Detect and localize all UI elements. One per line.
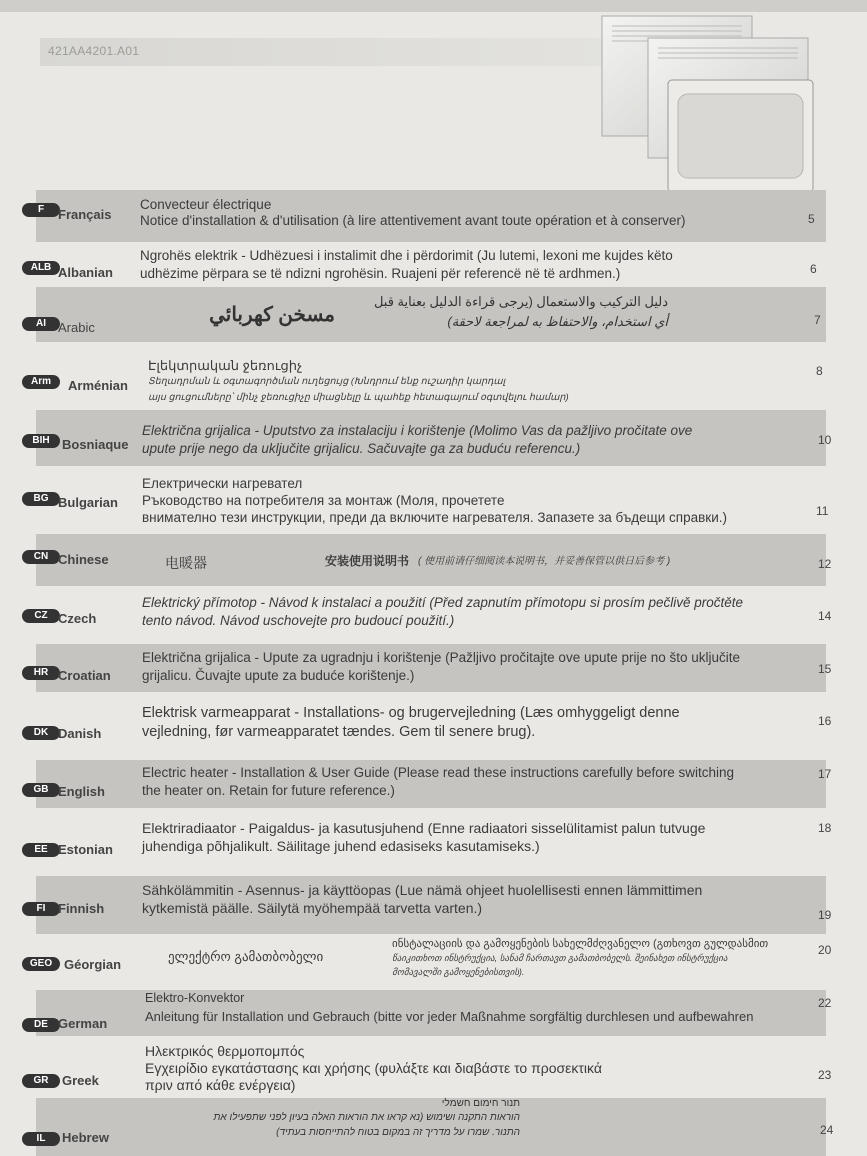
page-number: 11 [816, 504, 829, 518]
badge-fi: FI [22, 902, 60, 916]
entry-ar-line-1: دليل التركيب والاستعمال (يرجى قراءة الدليل بعناية قبل [373, 294, 668, 309]
entry-gb-line-1: Electric heater - Installation & User Guide (Please read these instructions carefully before switching [142, 765, 735, 780]
page-number: 16 [818, 714, 832, 728]
entry-fi-line-2: kytkemistä päälle. Säilytä myöhempää tarvetta varten.) [142, 900, 483, 916]
page-number: 14 [818, 609, 832, 623]
badge-hr: HR [22, 666, 60, 680]
badge-ee: EE [22, 843, 60, 857]
entry-geo-line-2: წაიკითხოთ ინსტრუქცია, სანამ ჩართავთ გამათბობელს. შეინახეთ ინსტრუქცია [392, 953, 728, 963]
badge-alb: ALB [22, 261, 60, 275]
badge-bih: BIH [22, 434, 60, 448]
entry-arm-line-3: այս ցուցումները՝ մինչ ջեռուցիչը միացնելը և պահեք հետագայում օգտվելու համար) [148, 392, 569, 403]
badge-ar: AI [22, 317, 60, 331]
entry-bg-line-2: Ръководство на потребителя за монтаж (Моля, прочетете [142, 493, 505, 508]
entry-ar-title: مسخن كهربائي [209, 304, 335, 326]
language-fr: Français [58, 207, 112, 222]
entry-geo-line-1: ინსტალაციის და გამოყენების სახელმძღვანელო (გთხოვთ გულდასმით [392, 938, 769, 950]
language-hr: Croatian [58, 668, 111, 683]
page-number: 24 [820, 1123, 834, 1137]
language-arm: Arménian [68, 378, 128, 393]
entry-ee-line-2: juhendiga põhjalikult. Säilitage juhend edasiseks kasutamiseks.) [142, 838, 540, 854]
entry-cz-line-1: Elektrický přímotop - Návod k instalaci a použití (Před zapnutím přímotopu si prosím pečlivě pročtěte [142, 595, 744, 610]
reference-code: 421AA4201.A01 [48, 44, 140, 58]
language-ee: Estonian [58, 842, 113, 857]
language-ar: Arabic [58, 320, 95, 335]
entry-bg-line-1: Електрически нагревател [142, 476, 303, 491]
language-bg: Bulgarian [58, 495, 118, 510]
badge-gb: GB [22, 783, 60, 797]
entry-il-line-3: התנור. שמרו על מדריך זה במקום בטוח להתייחסות בעתיד) [276, 1127, 520, 1138]
badge-cn: CN [22, 550, 60, 564]
entry-cn-note: ( 使用前请仔细阅读本说明书，并妥善保管以供日后参考 ) [418, 556, 671, 567]
entry-bih-line-2: upute prije nego da uključite grijalicu. Sačuvajte ga za buduću referencu.) [142, 441, 581, 456]
entry-fr-line-1: Convecteur électrique [140, 197, 272, 212]
language-geo: Géorgian [64, 957, 122, 972]
badge-gr: GR [22, 1074, 60, 1088]
page-number: 7 [814, 313, 821, 327]
language-de: German [58, 1016, 108, 1031]
page-number: 18 [818, 821, 832, 835]
entry-bg-line-3: внимателно тези инструкции, преди да включите нагревателя. Запазете за бъдещи справки.) [142, 510, 727, 525]
language-cz: Czech [58, 611, 97, 626]
badge-il: IL [22, 1132, 60, 1146]
entry-cn-title: 电暖器 [165, 555, 207, 571]
page-number: 12 [818, 557, 832, 571]
badge-arm: Arm [22, 375, 60, 389]
entry-dk-line-2: vejledning, før varmeapparatet tændes. Gem til senere brug). [142, 724, 536, 740]
page-number: 19 [818, 908, 832, 922]
entry-de-line-2: Anleitung für Installation und Gebrauch (bitte vor jeder Maßnahme sorgfältig durchlesen und aufbewahren [145, 1009, 754, 1024]
badge-geo: GEO [22, 957, 60, 971]
language-gb: English [58, 784, 105, 799]
language-fi: Finnish [58, 901, 105, 916]
entry-gr-line-3: πριν από κάθε ενέργεια) [145, 1077, 296, 1093]
page-number: 5 [808, 212, 815, 226]
entry-cz-line-2: tento návod. Návod uschovejte pro budoucí použití.) [142, 613, 455, 628]
entry-gr-line-1: Ηλεκτρικός θερμοπομπός [145, 1043, 305, 1059]
badge-cz: CZ [22, 609, 60, 623]
entry-geo-title: ელექტრო გამათბობელი [168, 949, 324, 964]
language-bih: Bosniaque [62, 437, 129, 452]
badge-de: DE [22, 1018, 60, 1032]
entry-gr-line-2: Εγχειρίδιο εγκατάστασης και χρήσης (φυλάξτε και διαβάστε το προσεκτικά [145, 1060, 602, 1076]
entry-gb-line-2: the heater on. Retain for future reference.) [142, 783, 395, 798]
entry-fr-line-2: Notice d'installation & d'utilisation (à lire attentivement avant toute opération et à conserver) [140, 213, 686, 228]
language-cn: Chinese [58, 552, 109, 567]
page-number: 15 [818, 662, 832, 676]
badge-fr: F [22, 203, 60, 217]
language-gr: Greek [62, 1073, 99, 1088]
page-number: 8 [816, 364, 823, 378]
entry-alb-line-1: Ngrohës elektrik - Udhëzuesi i instalimit dhe i përdorimit (Ju lutemi, lexoni me kujdes këto [140, 248, 673, 263]
entry-il-line-1: תנור חימום חשמלי [441, 1098, 520, 1109]
entry-hr-line-1: Električna grijalica - Upute za ugradnju i korištenje (Pažljivo pročitajte ove upute prije no što uključite [142, 650, 741, 665]
language-dk: Danish [58, 726, 102, 741]
entry-arm-line-1: Էլեկտրական ջեռուցիչ [148, 358, 303, 373]
entry-cn-subtitle: 安装使用说明书 [325, 554, 410, 568]
entry-de-line-1: Elektro-Konvektor [145, 991, 245, 1005]
entry-alb-line-2: udhëzime përpara se të ndizni ngrohësin. Ruajeni për referencë në të ardhmen.) [140, 266, 621, 281]
entry-dk-line-1: Elektrisk varmeapparat - Installations- og brugervejledning (Læs omhyggeligt denne [142, 705, 680, 721]
page-number: 10 [818, 433, 832, 447]
entry-geo-line-3: მომავალში გამოყენებისთვის). [392, 967, 525, 977]
entry-il-line-2: הוראות התקנה ושימוש (נא קראו את הוראות האלה בעיון לפני שתפעילו את [213, 1112, 520, 1123]
language-il: Hebrew [62, 1130, 109, 1145]
page-number: 23 [818, 1068, 832, 1082]
page-number: 22 [818, 996, 832, 1010]
entry-ee-line-1: Elektriradiaator - Paigaldus- ja kasutusjuhend (Enne radiaatori sisselülitamist palun tutvuge [142, 820, 706, 836]
entry-hr-line-2: grijalicu. Čuvajte upute za buduće korištenje.) [142, 668, 415, 683]
page-number: 20 [818, 943, 832, 957]
language-alb: Albanian [58, 265, 113, 280]
entry-fi-line-1: Sähkölämmitin - Asennus- ja käyttöopas (Lue nämä ohjeet huolellisesti ennen lämmittimen [142, 882, 703, 898]
badge-dk: DK [22, 726, 60, 740]
heaters-illustration [590, 10, 820, 195]
badge-bg: BG [22, 492, 60, 506]
entry-ar-line-2: أي استخدام، والاحتفاظ به لمراجعة لاحقة) [447, 314, 668, 329]
entry-bih-line-1: Električna grijalica - Uputstvo za instalaciju i korištenje (Molimo Vas da pažljivo pročitate ove [142, 423, 693, 438]
page-number: 6 [810, 262, 817, 276]
page-number: 17 [818, 767, 832, 781]
entry-arm-line-2: Տեղադրման և օգտագործման ուղեցույց (Խնդրում ենք ուշադիր կարդալ [148, 376, 506, 387]
